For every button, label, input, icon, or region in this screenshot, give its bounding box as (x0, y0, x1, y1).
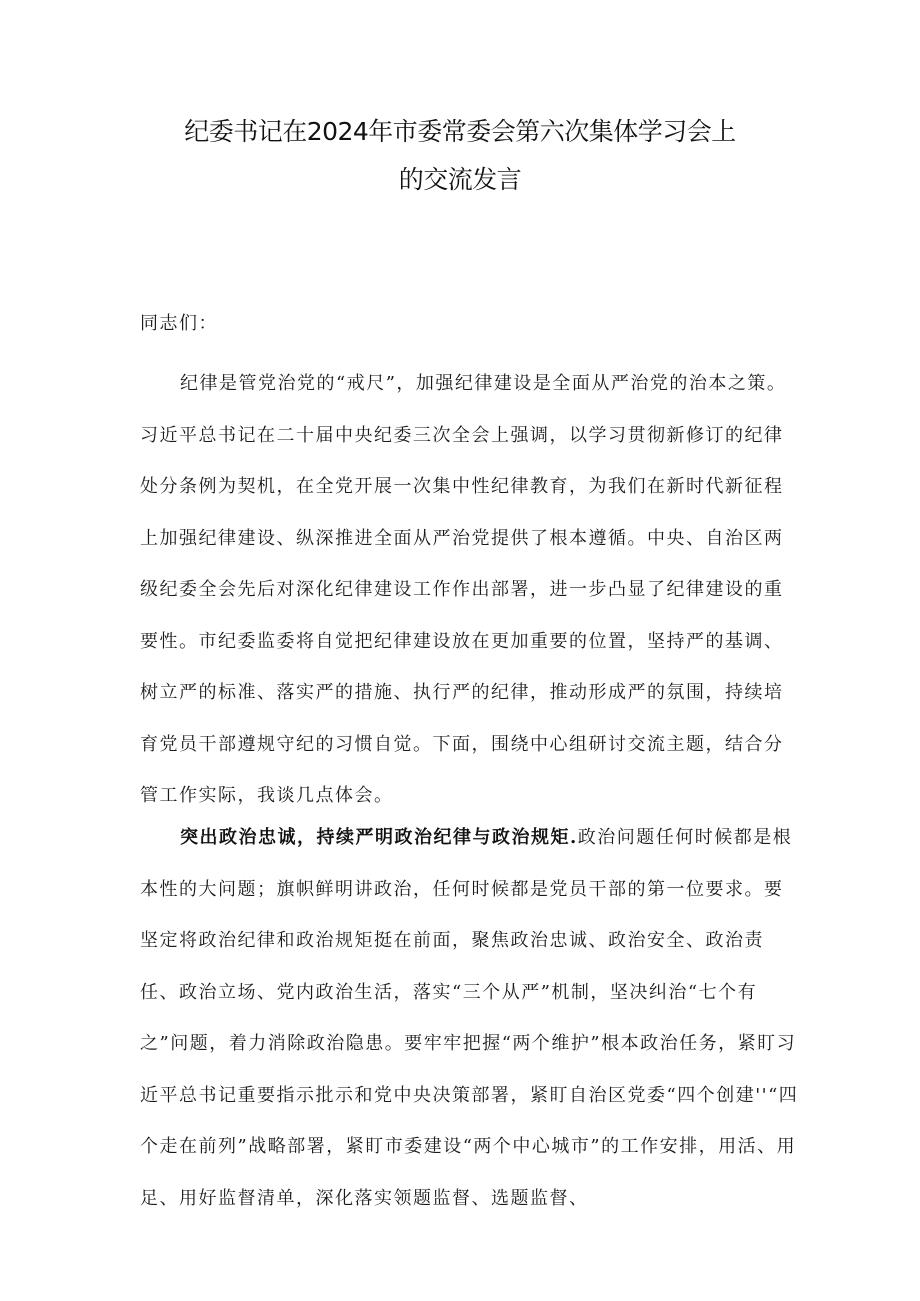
paragraph-intro: 纪律是管党治党的“戒尺”，加强纪律建设是全面从严治党的治本之策。习近平总书记在二十届中央纪委三次全会上强调，以学习贯彻新修订的纪律处分条例为契机，在全党开展一次集中性纪律教育，为我们在新时代新征程上加强纪律建设、纵深推进全面从严治党提供了根本遵循。中央、自治区两级纪委全会先后对深化纪律建设工作作出部署，进一步凸显了纪律建设的重要性。市纪委监委将自觉把纪律建设放在更加重要的位置，坚持严的基调、树立严的标准、落实严的措施、执行严的纪律，推动形成严的氛围，持续培育党员干部遵规守纪的习惯自觉。下面，围绕中心组研讨交流主题，结合分管工作实际，我谈几点体会。 (140, 373, 787, 806)
paragraph-political-loyalty (140, 812, 800, 1224)
paragraph-heading: 突出政治忠诚，持续严明政治纪律与政治规矩. (180, 827, 578, 848)
salutation: 同志们： (140, 313, 218, 334)
document-title-line-1: 纪委书记在2024年市委常委会第六次集体学习会上 (184, 117, 736, 146)
document-title-line-2: 的交流发言 (398, 165, 522, 194)
paragraph-body: 政治问题任何时候都是根本性的大问题；旗帜鲜明讲政治，任何时候都是党员干部的第一位要求。要坚定将政治纪律和政治规矩挺在前面，聚焦政治忠诚、政治安全、政治责任、政治立场、党内政治生活，落实“三个从严”机制，坚决纠治“七个有之”问题，着力消除政治隐患。要牢牢把握“两个维护”根本政治任务，紧盯习近平总书记重要指示批示和党中央决策部署，紧盯自治区党委“四个创建''“四个走在前列”战略部署，紧盯市委建设“两个中心城市”的工作安排，用活、用足、用好监督清单，深化落实领题监督、选题监督、 (140, 827, 799, 1209)
